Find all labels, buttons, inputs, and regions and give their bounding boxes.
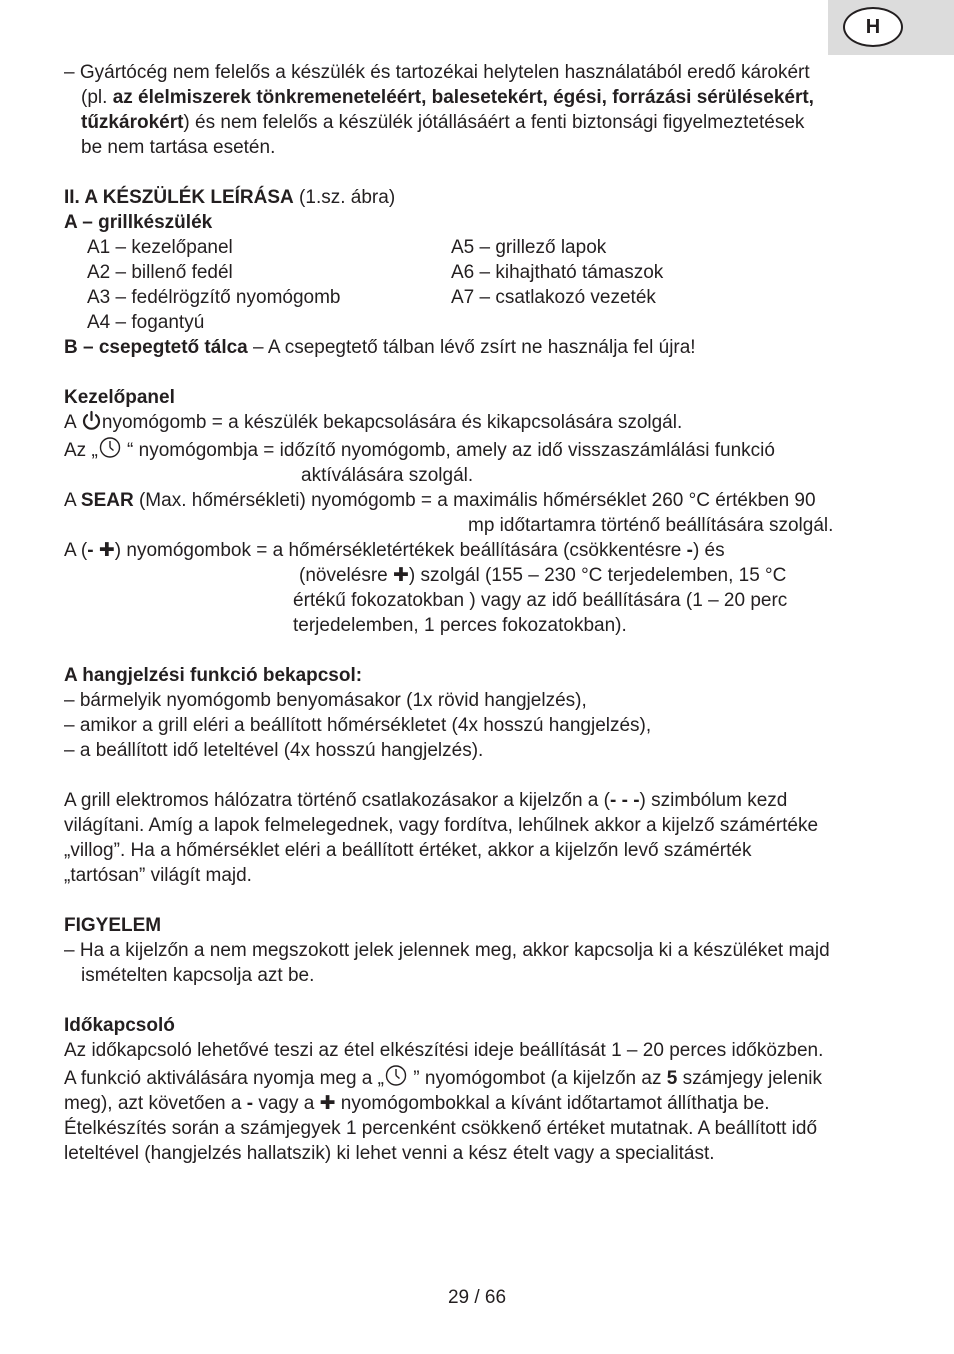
list-item: – amikor a grill eléri a beállított hőmérsékletet (4x hosszú hangjelzés), xyxy=(64,715,652,736)
timer-section xyxy=(64,1013,894,1166)
text-span: (pl. xyxy=(81,87,113,108)
text-line: értékű fokozatokban ) vagy az idő beállítására (1 – 20 perc xyxy=(293,590,788,611)
text-line: terjedelemben, 1 perces fokozatokban). xyxy=(293,615,627,636)
bold-span: SEAR xyxy=(80,490,134,511)
bold-span: B – csepegtető tálca xyxy=(64,337,248,358)
text-line: – Ha a kijelzőn a nem megszokott jelek jelennek meg, akkor kapcsolja ki a készüléket majd xyxy=(64,940,830,961)
bold-span: tűzkárokért xyxy=(81,112,184,133)
liability-paragraph xyxy=(64,60,894,160)
display-paragraph xyxy=(64,788,894,888)
text-span: ) szolgál (155 – 230 °C terjedelemben, 15 °C xyxy=(408,565,787,586)
subheading: A – grillkészülék xyxy=(64,212,213,233)
list-item: A5 – grillező lapok xyxy=(451,237,607,258)
list-item: – bármelyik nyomógomb benyomásakor (1x rövid hangjelzés), xyxy=(64,690,587,711)
list-item: A6 – kihajtható támaszok xyxy=(451,262,664,283)
text-line xyxy=(64,538,894,563)
language-tab xyxy=(828,0,954,55)
text-line: be nem tartása esetén. xyxy=(81,137,276,158)
minus-icon: - xyxy=(686,540,693,561)
text-span: ” nyomógombot (a kijelzőn az xyxy=(408,1068,667,1089)
text-line: mp időtartamra történő beállítására szolgál. xyxy=(468,515,834,536)
text-line xyxy=(64,788,894,813)
bold-span: az élelmiszerek tönkremeneteléért, balesetekért, égési, forrázási sérülésekért, xyxy=(112,87,814,108)
text-span: A grill elektromos hálózatra történő csatlakozásakor a kijelzőn a ( xyxy=(64,790,610,811)
text-line xyxy=(64,410,894,435)
text-line: „villog”. Ha a hőmérséklet eléri a beállított értéket, akkor a kijelzőn levő számérték xyxy=(64,840,752,861)
text-span: Az „ xyxy=(64,440,98,461)
text-span: ) nyomógombok = a hőmérsékletértékek beállítására (csökkentésre xyxy=(114,540,687,561)
bold-span: II. A KÉSZÜLÉK LEÍRÁSA xyxy=(64,187,294,208)
timer-icon xyxy=(384,1063,408,1087)
text-span: (növelésre xyxy=(299,565,393,586)
control-panel-section xyxy=(64,385,894,638)
text-span: meg), azt követően a xyxy=(64,1093,247,1114)
text-line xyxy=(64,1063,894,1091)
list-item: – a beállított idő leteltével (4x hosszú hangjelzés). xyxy=(64,740,484,761)
parts-list xyxy=(64,235,894,335)
text-span: “ nyomógombja = időzítő nyomógomb, amely az idő visszaszámlálási funkció xyxy=(121,440,775,461)
text-span: ) szimbólum kezd xyxy=(639,790,788,811)
text-line xyxy=(64,435,894,463)
dash-symbol: - - - xyxy=(609,790,640,811)
text-span: ) és xyxy=(692,540,725,561)
text-span: A xyxy=(64,490,81,511)
text-line xyxy=(64,1091,894,1116)
text-line: Ételkészítés során a számjegyek 1 percenként csökkenő értéket mutatnak. A beállított idő xyxy=(64,1118,818,1139)
warning-section xyxy=(64,913,894,988)
text-span: nyomógomb = a készülék bekapcsolására és kikapcsolására szolgál. xyxy=(101,412,683,433)
text-line: „tartósan” világít majd. xyxy=(64,865,252,886)
language-badge: H xyxy=(843,7,903,47)
page-number: 29 / 66 xyxy=(447,1287,507,1308)
text-line: világítani. Amíg a lapok felmelegednek, vagy fordítva, lehűlnek akkor a kijelző számértéke xyxy=(64,815,819,836)
minus-plus-icons: - ✚ xyxy=(87,540,115,561)
text-line xyxy=(64,488,894,513)
text-line: ismételten kapcsolja azt be. xyxy=(81,965,315,986)
text-line xyxy=(64,85,894,110)
text-line: aktíválására szolgál. xyxy=(301,465,474,486)
list-item: A3 – fedélrögzítő nyomógomb xyxy=(87,287,341,308)
section-heading: Kezelőpanel xyxy=(64,387,175,408)
text-line: – Gyártócég nem felelős a készülék és tartozékai helytelen használatából eredő károkért xyxy=(64,62,810,83)
section-heading: A hangjelzési funkció bekapcsol: xyxy=(64,665,363,686)
document-body xyxy=(64,60,894,1166)
section-heading: FIGYELEM xyxy=(64,915,162,936)
section-heading: Időkapcsoló xyxy=(64,1015,175,1036)
section-heading xyxy=(64,185,894,210)
timer-icon xyxy=(98,435,122,459)
text-span: (1.sz. ábra) xyxy=(293,187,396,208)
power-icon xyxy=(81,410,102,431)
text-span: A xyxy=(64,412,81,433)
text-span: – A csepegtető tálban lévő zsírt ne használja fel újra! xyxy=(247,337,696,358)
text-line xyxy=(64,335,894,360)
text-span: (Max. hőmérsékleti) nyomógomb = a maximális hőmérséklet 260 °C értékben 90 xyxy=(133,490,816,511)
text-span: A ( xyxy=(64,540,88,561)
text-span: ) és nem felelős a készülék jótállásáért a fenti biztonsági figyelmeztetések xyxy=(183,112,805,133)
text-line xyxy=(64,110,894,135)
beep-section xyxy=(64,663,894,763)
minus-icon: - xyxy=(246,1093,254,1114)
text-line: leteltével (hangjelzés hallatszik) ki lehet venni a kész ételt vagy a specialitást. xyxy=(64,1143,715,1164)
text-span: nyomógombokkal a kívánt időtartamot állíthatja be. xyxy=(335,1093,770,1114)
text-span: számjegy jelenik xyxy=(677,1068,822,1089)
text-span: vagy a xyxy=(253,1093,320,1114)
device-description xyxy=(64,185,894,360)
plus-icon: ✚ xyxy=(319,1093,336,1114)
list-item: A2 – billenő fedél xyxy=(87,262,233,283)
text-span: A funkció aktiválására nyomja meg a „ xyxy=(64,1068,384,1089)
bold-span: 5 xyxy=(666,1068,678,1089)
list-item: A1 – kezelőpanel xyxy=(87,237,233,258)
list-item: A4 – fogantyú xyxy=(87,312,205,333)
text-line: Az időkapcsoló lehetővé teszi az étel elkészítési ideje beállítását 1 – 20 perces időközben. xyxy=(64,1040,824,1061)
list-item: A7 – csatlakozó vezeték xyxy=(451,287,656,308)
text-line xyxy=(64,563,894,588)
plus-icon: ✚ xyxy=(393,565,409,586)
